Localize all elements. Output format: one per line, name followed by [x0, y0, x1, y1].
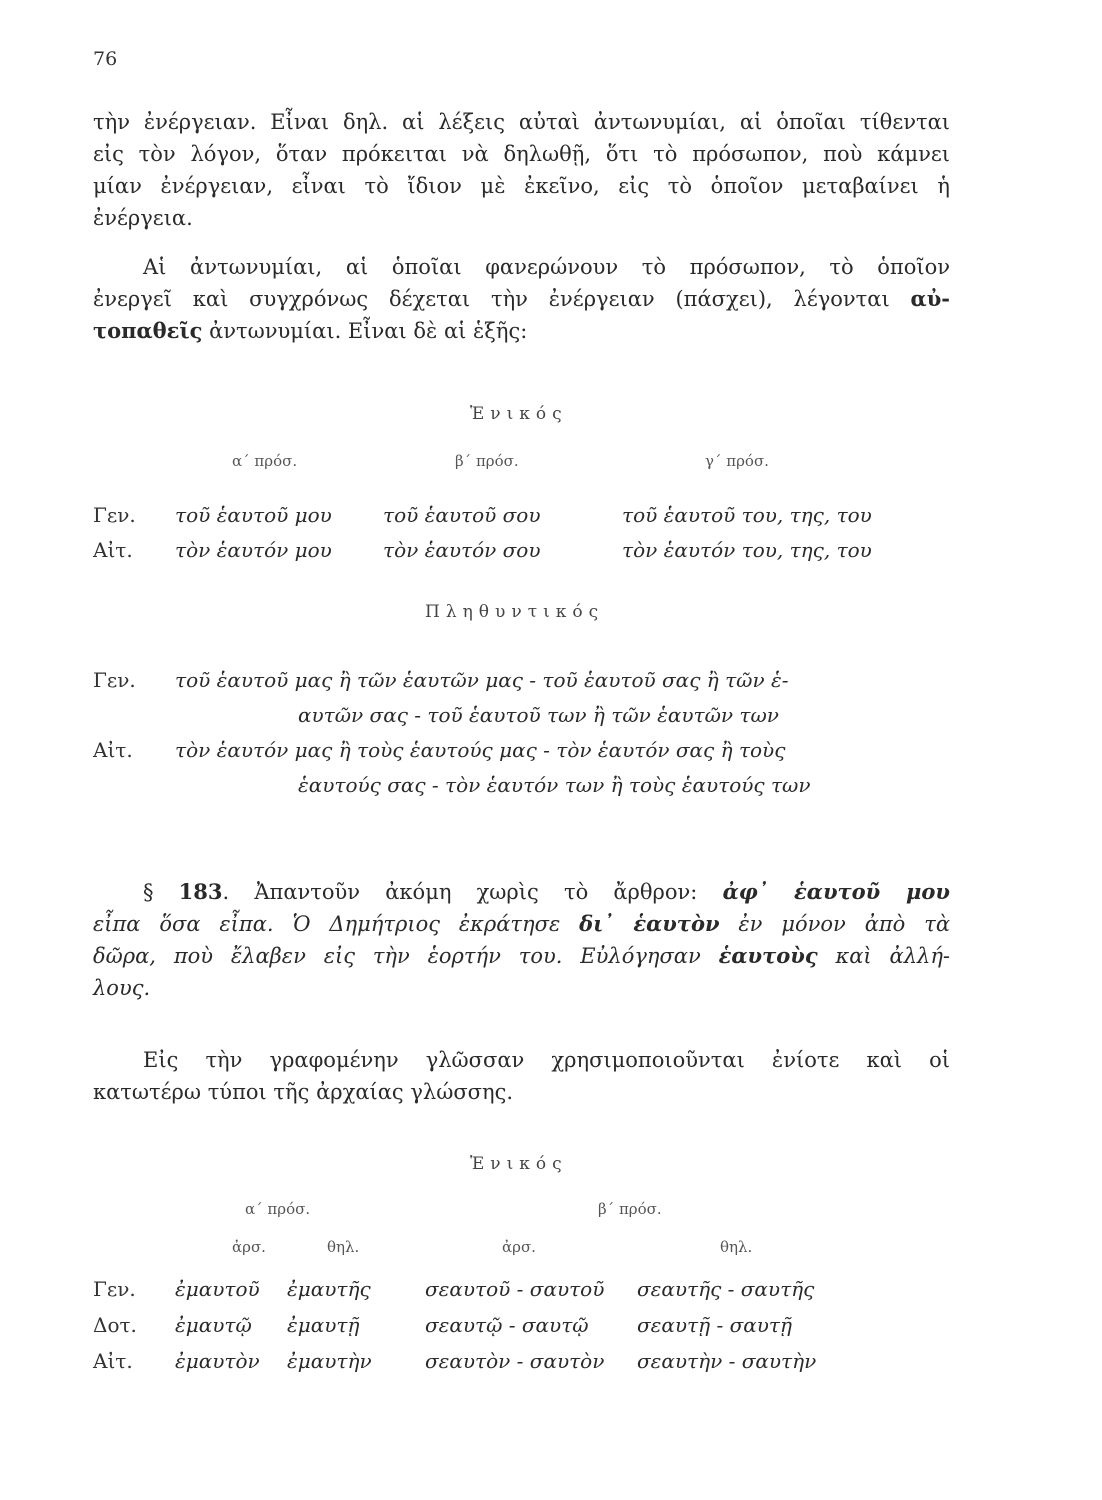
- paragraph-line: κατωτέρω τύποι τῆς ἀρχαίας γλώσσης.: [93, 1080, 514, 1104]
- case-label-accusative: Αἰτ.: [93, 538, 133, 562]
- definition-paragraph: [93, 251, 950, 347]
- gender-label: θηλ.: [327, 1238, 360, 1256]
- section-text: ἐν μόνον ἀπὸ τὰ: [719, 912, 950, 936]
- section-line: [93, 940, 950, 972]
- definition-line: [93, 315, 950, 347]
- section-line: λους.: [93, 976, 151, 1000]
- term-bold: αὐ-: [910, 286, 950, 311]
- table-cell: τὸν ἑαυτόν μου: [175, 538, 332, 562]
- intro-line: εἰς τὸν λόγον, ὅταν πρόκειται νὰ δηλωθῇ, ὅτι τὸ πρόσωπον, ποὺ κάμνει: [93, 142, 950, 166]
- section-line: [93, 908, 950, 940]
- section-line: [93, 876, 950, 908]
- table-cell: σεαυτοῦ - σαυτοῦ: [425, 1277, 605, 1301]
- written-language-paragraph: [93, 1044, 950, 1108]
- section-number: 183: [178, 879, 223, 904]
- table-cell: ἐμαυτῇ: [287, 1313, 360, 1337]
- page-number: 76: [93, 48, 118, 70]
- case-label-genitive: Γεν.: [93, 503, 136, 527]
- section-text: καὶ ἀλλή-: [817, 944, 951, 968]
- singular-heading: Ἑνικός: [470, 404, 568, 424]
- singular-heading: Ἑνικός: [470, 1154, 568, 1174]
- definition-line: Αἱ ἀντωνυμίαι, αἱ ὁποῖαι φανερώνουν τὸ πρόσωπον, τὸ ὁποῖον: [143, 255, 950, 279]
- case-label-genitive: Γεν.: [93, 1277, 136, 1301]
- table-cell: ἐμαυτὸν: [175, 1349, 260, 1373]
- person-label: α΄ πρόσ.: [245, 1200, 311, 1218]
- example-phrase: ἑαυτοὺς: [718, 943, 818, 968]
- table-cell: τοῦ ἑαυτοῦ του, της, του: [622, 503, 872, 527]
- intro-line: μίαν ἐνέργειαν, εἶναι τὸ ἴδιον μὲ ἐκεῖνο, εἰς τὸ ὁποῖον μεταβαίνει ἡ: [93, 174, 950, 198]
- example-phrase: δι᾽ ἑαυτὸν: [579, 911, 720, 936]
- case-label-accusative: Αἰτ.: [93, 738, 133, 762]
- person-label: α΄ πρόσ.: [232, 452, 298, 470]
- table-cell: ἑαυτούς σας - τὸν ἑαυτόν των ἢ τοὺς ἑαυτούς των: [298, 773, 811, 797]
- term-bold: τοπαθεῖς: [93, 318, 203, 343]
- table-cell: τοῦ ἑαυτοῦ μου: [175, 503, 332, 527]
- section-sign: §: [143, 880, 179, 904]
- intro-line: τὴν ἐνέργειαν. Εἶναι δηλ. αἱ λέξεις αὐταὶ ἀντωνυμίαι, αἱ ὁποῖαι τίθενται: [93, 110, 950, 134]
- table-cell: ἐμαυτῷ: [175, 1313, 252, 1337]
- table-cell: σεαυτῇ - σαυτῇ: [637, 1313, 792, 1337]
- section-text: . Ἀπαντοῦν ἀκόμη χωρὶς τὸ ἄρθρον:: [222, 880, 723, 904]
- table-cell: ἐμαυτῆς: [287, 1277, 371, 1301]
- paragraph-line: Εἰς τὴν γραφομένην γλῶσσαν χρησιμοποιοῦνται ἐνίοτε καὶ οἱ: [143, 1048, 950, 1072]
- case-label-accusative: Αἰτ.: [93, 1349, 133, 1373]
- person-label: β΄ πρόσ.: [598, 1200, 662, 1218]
- table-cell: σεαυτὴν - σαυτὴν: [637, 1349, 817, 1373]
- table-cell: τὸν ἑαυτόν σου: [383, 538, 541, 562]
- table-cell: τοῦ ἑαυτοῦ σου: [383, 503, 541, 527]
- intro-paragraph: [93, 106, 950, 234]
- table-cell: τοῦ ἑαυτοῦ μας ἢ τῶν ἑαυτῶν μας - τοῦ ἑαυτοῦ σας ἢ τῶν ἑ-: [175, 668, 789, 692]
- section-183: [93, 876, 950, 1004]
- table-cell: τὸν ἑαυτόν του, της, του: [622, 538, 872, 562]
- table-cell: ἐμαυτὴν: [287, 1349, 372, 1373]
- person-label: γ΄ πρόσ.: [705, 452, 769, 470]
- table-cell: σεαυτὸν - σαυτὸν: [425, 1349, 605, 1373]
- example-phrase: ἀφ᾽ ἑαυτοῦ μου: [722, 879, 950, 904]
- definition-text: ἀντωνυμίαι. Εἶναι δὲ αἱ ἑξῆς:: [202, 319, 528, 343]
- gender-label: ἀρσ.: [502, 1238, 536, 1256]
- table-cell: σεαυτῆς - σαυτῆς: [637, 1277, 815, 1301]
- case-label-dative: Δοτ.: [93, 1313, 137, 1337]
- intro-line: ἐνέργεια.: [93, 206, 193, 230]
- table-cell: ἐμαυτοῦ: [175, 1277, 260, 1301]
- table-cell: τὸν ἑαυτόν μας ἢ τοὺς ἑαυτούς μας - τὸν ἑαυτόν σας ἢ τοὺς: [175, 738, 786, 762]
- section-text: δῶρα, ποὺ ἔλαβεν εἰς τὴν ἑορτήν του. Εὐλόγησαν: [93, 944, 719, 968]
- definition-line: [93, 283, 950, 315]
- section-text: εἶπα ὅσα εἶπα. Ὁ Δημήτριος ἐκράτησε: [93, 912, 580, 936]
- gender-label: ἀρσ.: [232, 1238, 266, 1256]
- plural-heading: Πληθυντικός: [425, 602, 605, 622]
- table-cell: σεαυτῷ - σαυτῷ: [425, 1313, 589, 1337]
- person-label: β΄ πρόσ.: [455, 452, 519, 470]
- table-cell: αυτῶν σας - τοῦ ἑαυτοῦ των ἢ τῶν ἑαυτῶν των: [298, 703, 779, 727]
- definition-text: ἐνεργεῖ καὶ συγχρόνως δέχεται τὴν ἐνέργειαν (πάσχει), λέγονται: [93, 287, 911, 311]
- gender-label: θηλ.: [720, 1238, 753, 1256]
- case-label-genitive: Γεν.: [93, 668, 136, 692]
